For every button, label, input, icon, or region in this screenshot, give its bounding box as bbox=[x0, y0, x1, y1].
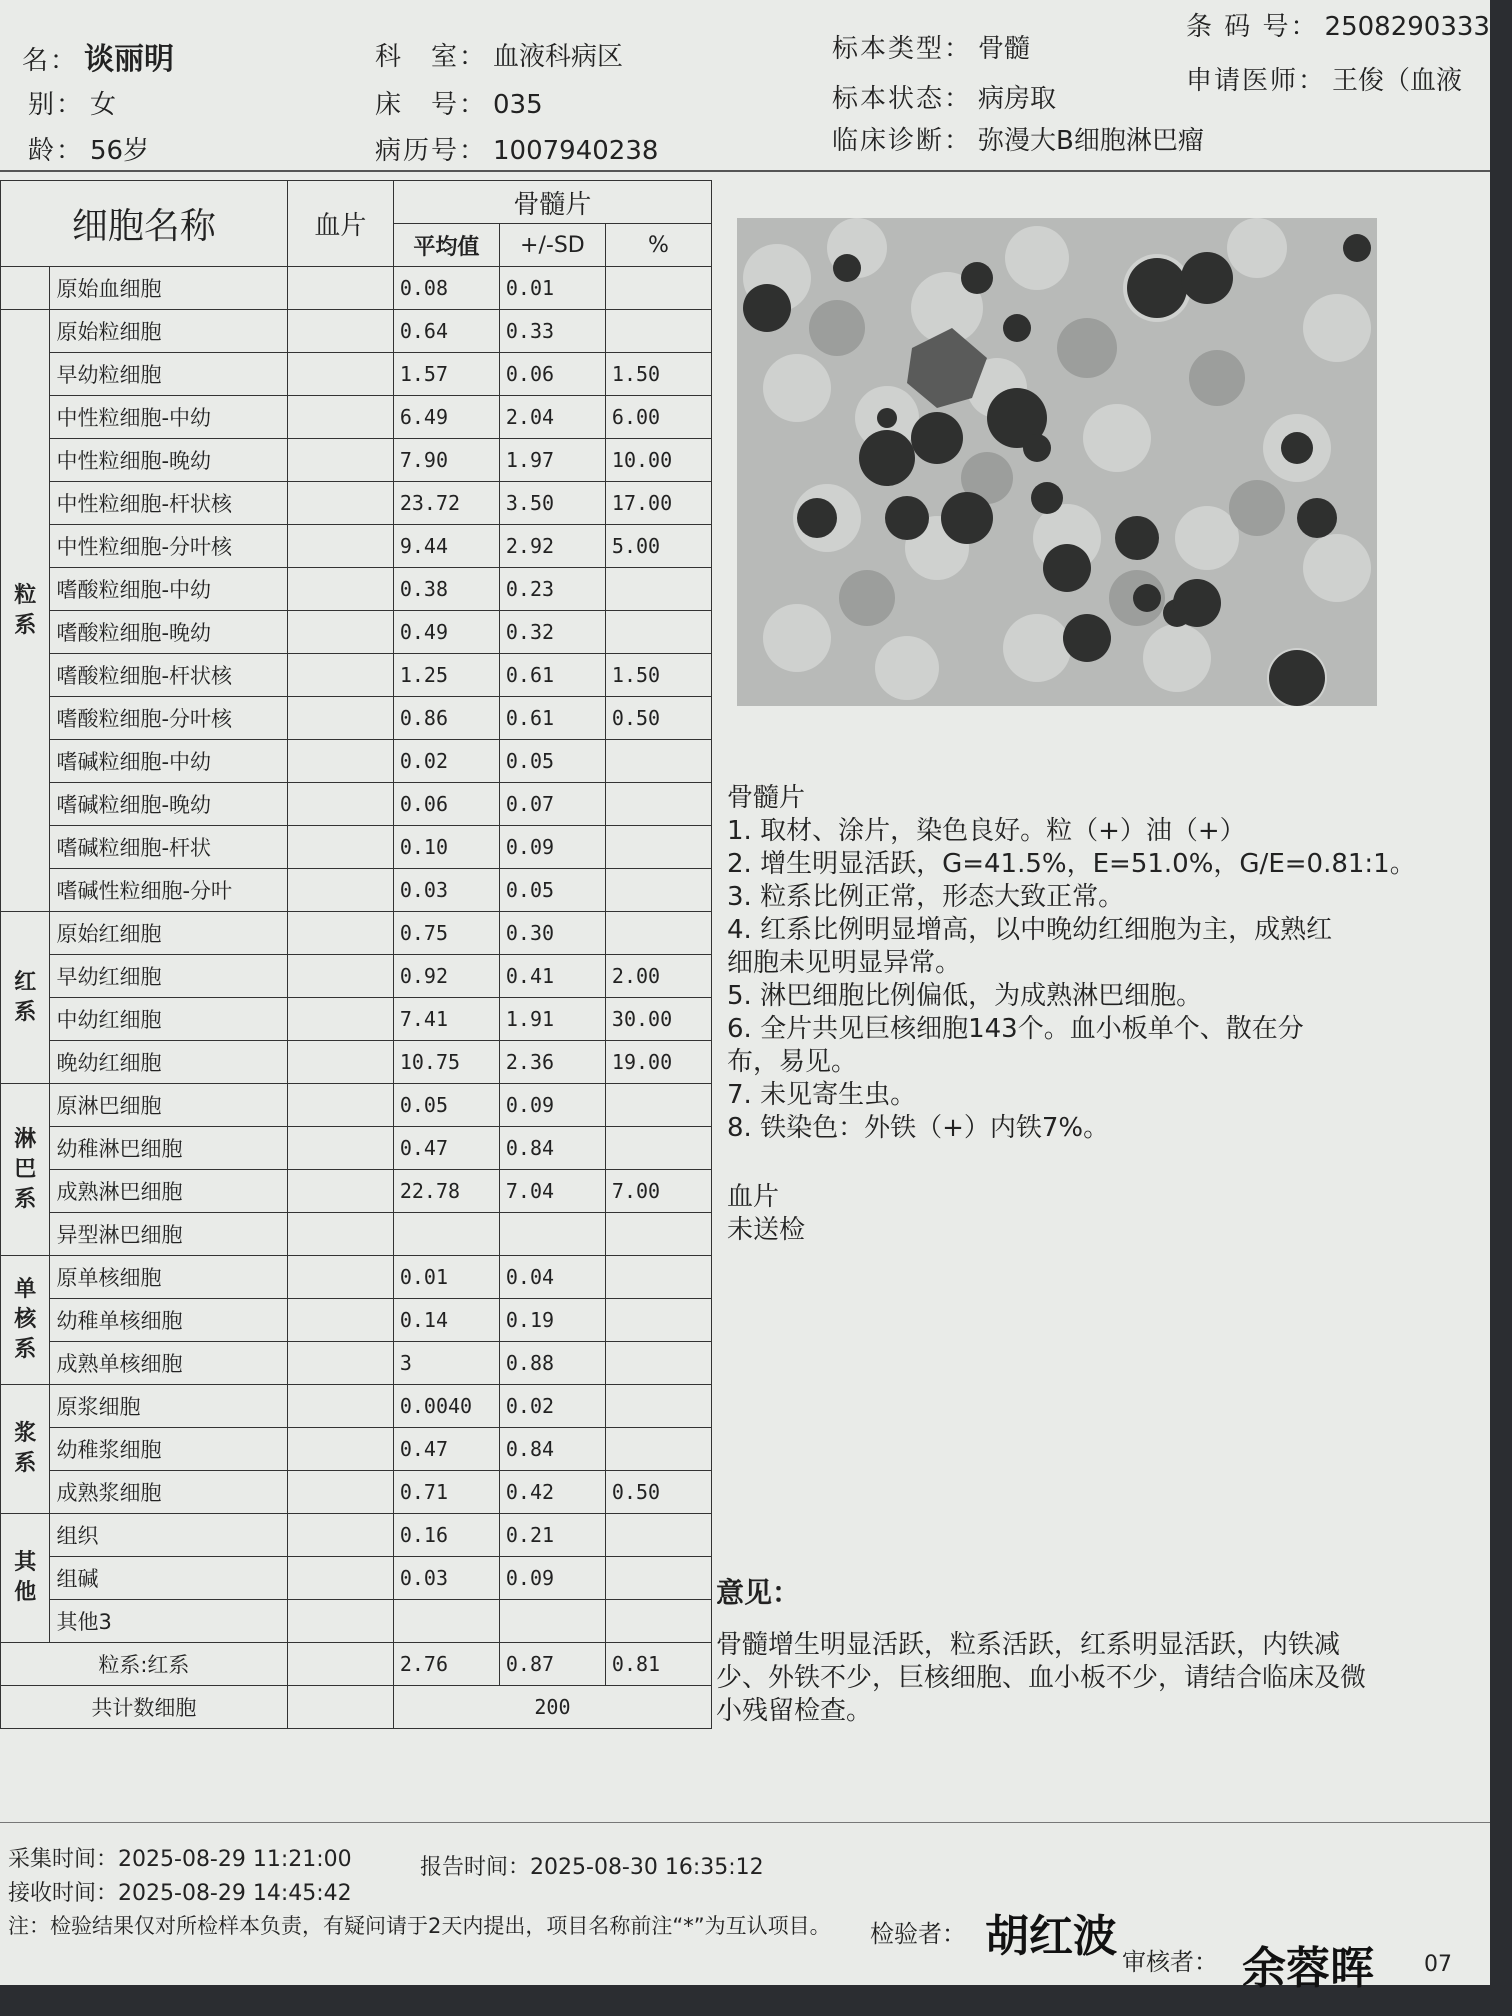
total-label: 共计数细胞 bbox=[1, 1686, 288, 1729]
cell-name: 原单核细胞 bbox=[50, 1256, 287, 1299]
table-row bbox=[1, 1256, 712, 1299]
pct-value bbox=[605, 783, 711, 826]
mean-value: 0.14 bbox=[393, 1299, 499, 1342]
total-row bbox=[1, 1686, 712, 1729]
finding-line: 6. 全片共见巨核细胞143个。血小板单个、散在分 bbox=[727, 1014, 1304, 1044]
cell-name: 嗜酸粒细胞-杆状核 bbox=[50, 654, 287, 697]
mean-value: 0.03 bbox=[393, 869, 499, 912]
blood-value bbox=[287, 611, 393, 654]
group-label: 淋巴系 bbox=[1, 1084, 50, 1256]
bed-number: 床 号： 035 bbox=[375, 90, 543, 120]
table-row bbox=[1, 353, 712, 396]
finding-line: 5. 淋巴细胞比例偏低，为成熟淋巴细胞。 bbox=[727, 981, 1203, 1011]
sd-value: 0.41 bbox=[499, 955, 605, 998]
pct-value bbox=[605, 869, 711, 912]
blood-value bbox=[287, 1127, 393, 1170]
table-row bbox=[1, 1213, 712, 1256]
blood-value bbox=[287, 955, 393, 998]
pct-value bbox=[605, 310, 711, 353]
blood-value bbox=[287, 1471, 393, 1514]
cell-name: 成熟单核细胞 bbox=[50, 1342, 287, 1385]
blood-value bbox=[287, 654, 393, 697]
blood-value bbox=[287, 1514, 393, 1557]
group-label: 红系 bbox=[1, 912, 50, 1084]
table-row bbox=[1, 1127, 712, 1170]
sd-value: 0.09 bbox=[499, 1557, 605, 1600]
sd-value: 0.07 bbox=[499, 783, 605, 826]
blood-value bbox=[287, 1041, 393, 1084]
record-number: 病历号： 1007940238 bbox=[375, 136, 659, 166]
blood-value bbox=[287, 396, 393, 439]
table-row bbox=[1, 1600, 712, 1643]
pct-value: 1.50 bbox=[605, 353, 711, 396]
finding-line: 2. 增生明显活跃，G=41.5%，E=51.0%，G/E=0.81:1。 bbox=[727, 849, 1416, 879]
table-row bbox=[1, 697, 712, 740]
pct-value bbox=[605, 1385, 711, 1428]
pct-value: 0.50 bbox=[605, 697, 711, 740]
table-row bbox=[1, 654, 712, 697]
sd-value: 0.88 bbox=[499, 1342, 605, 1385]
col-blood-smear: 血片 bbox=[287, 181, 393, 267]
mean-value bbox=[393, 1600, 499, 1643]
table-row bbox=[1, 869, 712, 912]
mean-value: 0.08 bbox=[393, 267, 499, 310]
mean-value: 23.72 bbox=[393, 482, 499, 525]
sd-value: 1.91 bbox=[499, 998, 605, 1041]
table-row bbox=[1, 310, 712, 353]
cell-name: 幼稚淋巴细胞 bbox=[50, 1127, 287, 1170]
blood-value bbox=[287, 826, 393, 869]
reviewer-signature: 余蓉晖 bbox=[1242, 1943, 1374, 1994]
sd-value: 0.01 bbox=[499, 267, 605, 310]
specimen-state: 标本状态： 病房取 bbox=[832, 84, 1057, 114]
table-row bbox=[1, 1385, 712, 1428]
sd-value: 0.21 bbox=[499, 1514, 605, 1557]
group-label: 其他 bbox=[1, 1514, 50, 1643]
patient-name: 名： 谈丽明 bbox=[22, 42, 175, 77]
sd-value: 0.23 bbox=[499, 568, 605, 611]
pct-value: 30.00 bbox=[605, 998, 711, 1041]
collect-time: 采集时间：2025-08-29 11:21:00 bbox=[8, 1847, 352, 1872]
blood-value bbox=[287, 310, 393, 353]
table-row bbox=[1, 267, 712, 310]
cell-name: 原始粒细胞 bbox=[50, 310, 287, 353]
cell-name: 晚幼红细胞 bbox=[50, 1041, 287, 1084]
pct-value: 1.50 bbox=[605, 654, 711, 697]
sd-value: 7.04 bbox=[499, 1170, 605, 1213]
pct-value bbox=[605, 1127, 711, 1170]
cell-name: 原始红细胞 bbox=[50, 912, 287, 955]
sd-value bbox=[499, 1600, 605, 1643]
finding-line: 7. 未见寄生虫。 bbox=[727, 1080, 917, 1110]
table-row bbox=[1, 783, 712, 826]
table-row bbox=[1, 1557, 712, 1600]
blood-smear-title: 血片 bbox=[727, 1182, 780, 1212]
sd-value: 0.61 bbox=[499, 697, 605, 740]
findings-lines bbox=[727, 815, 1447, 1145]
cell-rows bbox=[1, 267, 712, 1643]
sd-value: 0.06 bbox=[499, 353, 605, 396]
blood-value bbox=[287, 1170, 393, 1213]
opinion-section bbox=[716, 1576, 1382, 1728]
sd-value: 2.04 bbox=[499, 396, 605, 439]
header-divider bbox=[0, 170, 1490, 172]
cell-name: 早幼红细胞 bbox=[50, 955, 287, 998]
blood-value bbox=[287, 482, 393, 525]
mean-value: 0.75 bbox=[393, 912, 499, 955]
pct-value bbox=[605, 1084, 711, 1127]
total-blood bbox=[287, 1686, 393, 1729]
sd-value bbox=[499, 1213, 605, 1256]
blood-smear-text: 未送检 bbox=[727, 1215, 806, 1245]
sd-value: 2.36 bbox=[499, 1041, 605, 1084]
pct-value bbox=[605, 568, 711, 611]
mean-value: 6.49 bbox=[393, 396, 499, 439]
blood-value bbox=[287, 697, 393, 740]
pct-value: 7.00 bbox=[605, 1170, 711, 1213]
sd-value: 0.84 bbox=[499, 1127, 605, 1170]
cell-name: 嗜酸粒细胞-分叶核 bbox=[50, 697, 287, 740]
mean-value: 0.38 bbox=[393, 568, 499, 611]
pct-value bbox=[605, 1213, 711, 1256]
table-row bbox=[1, 525, 712, 568]
table-row bbox=[1, 1170, 712, 1213]
mean-value: 0.02 bbox=[393, 740, 499, 783]
pct-value bbox=[605, 267, 711, 310]
sd-value: 1.97 bbox=[499, 439, 605, 482]
cell-name: 幼稚单核细胞 bbox=[50, 1299, 287, 1342]
cell-name: 早幼粒细胞 bbox=[50, 353, 287, 396]
col-mean: 平均值 bbox=[393, 224, 499, 267]
sd-value: 0.19 bbox=[499, 1299, 605, 1342]
sd-value: 0.33 bbox=[499, 310, 605, 353]
blood-value bbox=[287, 912, 393, 955]
finding-line: 4. 红系比例明显增高，以中晚幼红细胞为主，成熟红 bbox=[727, 915, 1333, 945]
cell-name: 嗜碱性粒细胞-分叶 bbox=[50, 869, 287, 912]
footer-note: 注：检验结果仅对所检样本负责，有疑问请于2天内提出，项目名称前注“*”为互认项目。 bbox=[8, 1914, 831, 1938]
opinion-title: 意见： bbox=[716, 1576, 801, 1609]
mean-value: 0.01 bbox=[393, 1256, 499, 1299]
mean-value: 0.49 bbox=[393, 611, 499, 654]
blood-value bbox=[287, 353, 393, 396]
pct-value: 2.00 bbox=[605, 955, 711, 998]
group-label: 单核系 bbox=[1, 1256, 50, 1385]
report-time: 报告时间：2025-08-30 16:35:12 bbox=[420, 1855, 764, 1880]
cell-name: 中性粒细胞-杆状核 bbox=[50, 482, 287, 525]
findings-title: 骨髓片 bbox=[727, 783, 806, 813]
opinion-text: 骨髓增生明显活跃，粒系活跃，红系明显活跃，内铁减少、外铁不少，巨核细胞、血小板不少，请结合临床及微小残留检查。 bbox=[716, 1630, 1367, 1726]
receive-time: 接收时间：2025-08-29 14:45:42 bbox=[8, 1881, 352, 1906]
finding-line: 3. 粒系比例正常，形态大致正常。 bbox=[727, 882, 1125, 912]
pct-value bbox=[605, 1514, 711, 1557]
table-row bbox=[1, 439, 712, 482]
blood-value bbox=[287, 1557, 393, 1600]
cell-name: 中性粒细胞-晚幼 bbox=[50, 439, 287, 482]
cell-name: 嗜碱粒细胞-晚幼 bbox=[50, 783, 287, 826]
pct-value: 19.00 bbox=[605, 1041, 711, 1084]
marrow-micrograph bbox=[737, 218, 1377, 706]
mean-value: 22.78 bbox=[393, 1170, 499, 1213]
mean-value: 3 bbox=[393, 1342, 499, 1385]
cell-name: 异型淋巴细胞 bbox=[50, 1213, 287, 1256]
pct-value bbox=[605, 1557, 711, 1600]
mean-value: 0.16 bbox=[393, 1514, 499, 1557]
cell-name: 其他3 bbox=[50, 1600, 287, 1643]
table-row bbox=[1, 1514, 712, 1557]
clinical-diagnosis: 临床诊断： 弥漫大B细胞淋巴瘤 bbox=[832, 126, 1204, 156]
table-row bbox=[1, 1041, 712, 1084]
barcode: 条 码 号： 2508290333 bbox=[1186, 12, 1490, 42]
mean-value: 1.25 bbox=[393, 654, 499, 697]
blood-value bbox=[287, 568, 393, 611]
blood-value bbox=[287, 1342, 393, 1385]
cell-name: 中幼红细胞 bbox=[50, 998, 287, 1041]
mean-value: 0.03 bbox=[393, 1557, 499, 1600]
ratio-mean: 2.76 bbox=[393, 1643, 499, 1686]
specimen-type: 标本类型： 骨髓 bbox=[832, 34, 1031, 64]
table-row bbox=[1, 611, 712, 654]
blood-value bbox=[287, 267, 393, 310]
col-pct: % bbox=[605, 224, 711, 267]
table-row bbox=[1, 396, 712, 439]
cell-name: 组织 bbox=[50, 1514, 287, 1557]
cell-name: 原始血细胞 bbox=[50, 267, 287, 310]
cell-name: 嗜碱粒细胞-杆状 bbox=[50, 826, 287, 869]
sd-value: 0.09 bbox=[499, 826, 605, 869]
sd-value: 2.92 bbox=[499, 525, 605, 568]
blood-value bbox=[287, 998, 393, 1041]
col-marrow-smear: 骨髓片 bbox=[393, 181, 711, 224]
mean-value: 0.47 bbox=[393, 1127, 499, 1170]
cell-name: 嗜酸粒细胞-中幼 bbox=[50, 568, 287, 611]
patient-age: 龄： 56岁 bbox=[28, 136, 150, 166]
department: 科 室： 血液科病区 bbox=[375, 42, 624, 72]
sd-value: 0.04 bbox=[499, 1256, 605, 1299]
pct-value bbox=[605, 912, 711, 955]
sd-value: 0.42 bbox=[499, 1471, 605, 1514]
cell-name: 成熟淋巴细胞 bbox=[50, 1170, 287, 1213]
patient-sex: 别： 女 bbox=[28, 90, 117, 120]
cell-name: 嗜碱粒细胞-中幼 bbox=[50, 740, 287, 783]
cell-name: 成熟浆细胞 bbox=[50, 1471, 287, 1514]
sd-value: 0.32 bbox=[499, 611, 605, 654]
ratio-blood bbox=[287, 1643, 393, 1686]
cell-name: 幼稚浆细胞 bbox=[50, 1428, 287, 1471]
blood-value bbox=[287, 740, 393, 783]
cell-count-table bbox=[0, 180, 712, 1729]
mean-value: 0.0040 bbox=[393, 1385, 499, 1428]
tester-label: 检验者： bbox=[870, 1920, 966, 1948]
pct-value bbox=[605, 740, 711, 783]
pct-value: 6.00 bbox=[605, 396, 711, 439]
mean-value: 9.44 bbox=[393, 525, 499, 568]
finding-line: 细胞未见明显异常。 bbox=[727, 948, 962, 978]
pct-value: 5.00 bbox=[605, 525, 711, 568]
group-label: 浆系 bbox=[1, 1385, 50, 1514]
mean-value: 0.05 bbox=[393, 1084, 499, 1127]
pct-value bbox=[605, 1256, 711, 1299]
col-cell-name: 细胞名称 bbox=[1, 181, 288, 267]
sd-value: 0.02 bbox=[499, 1385, 605, 1428]
table-row bbox=[1, 1084, 712, 1127]
marrow-findings bbox=[727, 782, 1447, 1247]
group-label: 粒系 bbox=[1, 310, 50, 912]
finding-line: 8. 铁染色：外铁（+）内铁7%。 bbox=[727, 1113, 1110, 1143]
cell-name: 中性粒细胞-中幼 bbox=[50, 396, 287, 439]
sd-value: 0.05 bbox=[499, 740, 605, 783]
blood-value bbox=[287, 1600, 393, 1643]
table-row bbox=[1, 826, 712, 869]
mean-value: 0.64 bbox=[393, 310, 499, 353]
pct-value bbox=[605, 1600, 711, 1643]
blood-value bbox=[287, 1428, 393, 1471]
pct-value bbox=[605, 1428, 711, 1471]
table-row bbox=[1, 740, 712, 783]
cell-name: 原淋巴细胞 bbox=[50, 1084, 287, 1127]
pct-value: 0.50 bbox=[605, 1471, 711, 1514]
blood-value bbox=[287, 783, 393, 826]
blood-value bbox=[287, 869, 393, 912]
pct-value bbox=[605, 611, 711, 654]
group-label bbox=[1, 267, 50, 310]
table-row bbox=[1, 912, 712, 955]
cell-name: 嗜酸粒细胞-晚幼 bbox=[50, 611, 287, 654]
mean-value: 7.41 bbox=[393, 998, 499, 1041]
blood-value bbox=[287, 1385, 393, 1428]
table-row bbox=[1, 1299, 712, 1342]
mean-value: 0.86 bbox=[393, 697, 499, 740]
mean-value: 0.71 bbox=[393, 1471, 499, 1514]
mean-value: 1.57 bbox=[393, 353, 499, 396]
pct-value: 17.00 bbox=[605, 482, 711, 525]
table-row bbox=[1, 1428, 712, 1471]
mean-value bbox=[393, 1213, 499, 1256]
table-row bbox=[1, 482, 712, 525]
mean-value: 10.75 bbox=[393, 1041, 499, 1084]
mean-value: 0.47 bbox=[393, 1428, 499, 1471]
ratio-row bbox=[1, 1643, 712, 1686]
blood-value bbox=[287, 1256, 393, 1299]
tester-signature: 胡红波 bbox=[985, 1911, 1117, 1962]
requesting-doctor: 申请医师： 王俊（血液 bbox=[1186, 66, 1463, 96]
pct-value bbox=[605, 1299, 711, 1342]
footer-divider bbox=[0, 1822, 1490, 1823]
table-row bbox=[1, 1471, 712, 1514]
blood-value bbox=[287, 1299, 393, 1342]
cell-name: 中性粒细胞-分叶核 bbox=[50, 525, 287, 568]
total-value: 200 bbox=[393, 1686, 711, 1729]
blood-value bbox=[287, 1084, 393, 1127]
ratio-sd: 0.87 bbox=[499, 1643, 605, 1686]
cell-name: 组碱 bbox=[50, 1557, 287, 1600]
table-row bbox=[1, 998, 712, 1041]
blood-value bbox=[287, 525, 393, 568]
sd-value: 3.50 bbox=[499, 482, 605, 525]
mean-value: 0.10 bbox=[393, 826, 499, 869]
pct-value bbox=[605, 826, 711, 869]
sd-value: 0.09 bbox=[499, 1084, 605, 1127]
blood-value bbox=[287, 439, 393, 482]
finding-line: 1. 取材、涂片，染色良好。粒（+）油（+） bbox=[727, 816, 1246, 846]
sd-value: 0.84 bbox=[499, 1428, 605, 1471]
ratio-pct: 0.81 bbox=[605, 1643, 711, 1686]
sd-value: 0.30 bbox=[499, 912, 605, 955]
col-sd: +/-SD bbox=[499, 224, 605, 267]
table-row bbox=[1, 1342, 712, 1385]
sd-value: 0.61 bbox=[499, 654, 605, 697]
sd-value: 0.05 bbox=[499, 869, 605, 912]
table-row bbox=[1, 568, 712, 611]
blood-value bbox=[287, 1213, 393, 1256]
ratio-label: 粒系:红系 bbox=[1, 1643, 288, 1686]
table-row bbox=[1, 955, 712, 998]
mean-value: 0.06 bbox=[393, 783, 499, 826]
page-number: 07 bbox=[1424, 1952, 1452, 1977]
reviewer-label: 审核者： bbox=[1122, 1948, 1218, 1976]
mean-value: 7.90 bbox=[393, 439, 499, 482]
pct-value bbox=[605, 1342, 711, 1385]
pct-value: 10.00 bbox=[605, 439, 711, 482]
mean-value: 0.92 bbox=[393, 955, 499, 998]
cell-name: 原浆细胞 bbox=[50, 1385, 287, 1428]
finding-line: 布，易见。 bbox=[727, 1047, 858, 1077]
